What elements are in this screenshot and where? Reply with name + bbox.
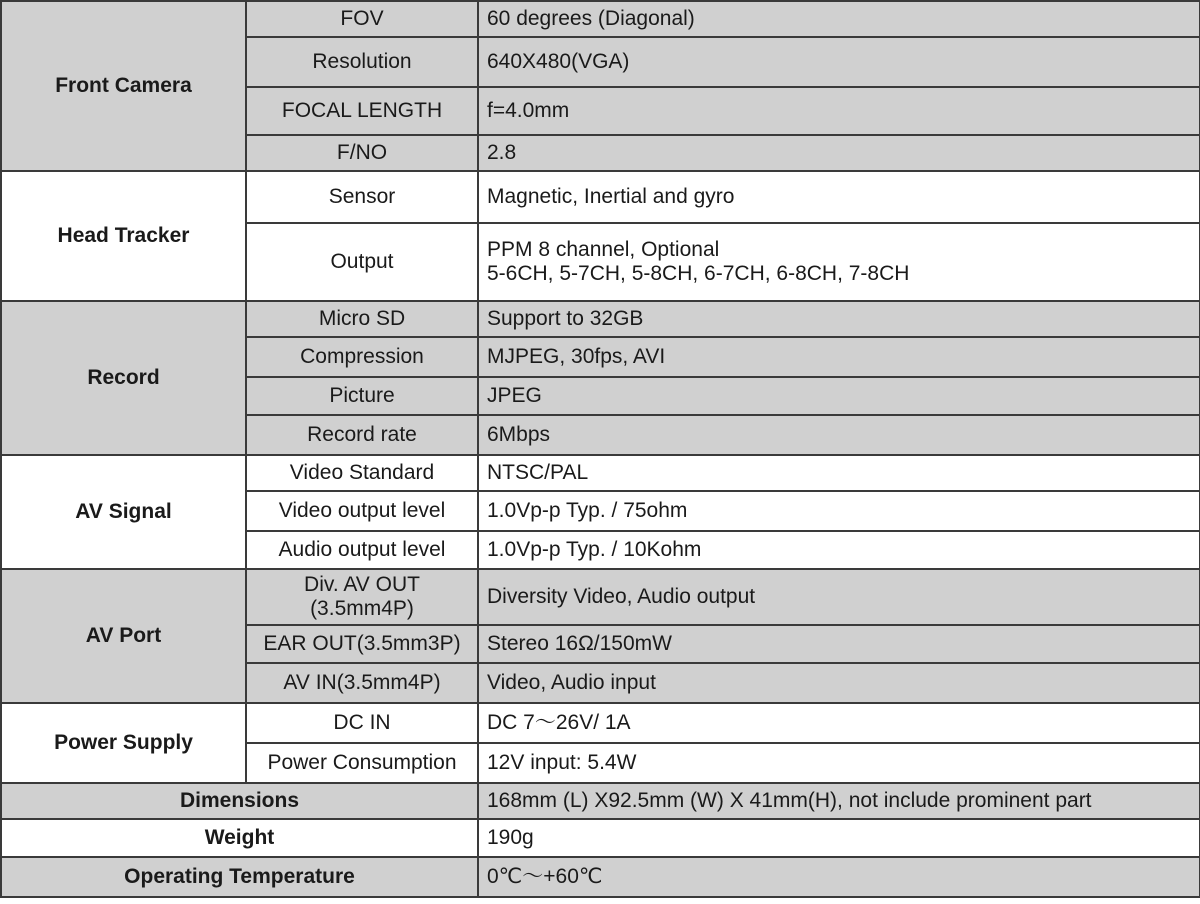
- spec-value: NTSC/PAL: [478, 455, 1200, 491]
- spec-label: F/NO: [246, 135, 478, 171]
- spec-label: FOV: [246, 1, 478, 37]
- table-row: [1, 857, 1200, 897]
- spec-label: Compression: [246, 337, 478, 377]
- spec-value: Support to 32GB: [478, 301, 1200, 337]
- spec-value: 2.8: [478, 135, 1200, 171]
- spec-label: Record rate: [246, 415, 478, 455]
- spec-value: Diversity Video, Audio output: [478, 569, 1200, 625]
- dimensions-label: Dimensions: [1, 783, 478, 819]
- category-power-supply: Power Supply: [1, 703, 246, 783]
- spec-value: PPM 8 channel, Optional 5-6CH, 5-7CH, 5-8CH, 6-7CH, 6-8CH, 7-8CH: [478, 223, 1200, 301]
- spec-label: Sensor: [246, 171, 478, 223]
- category-front-camera: Front Camera: [1, 1, 246, 171]
- operating-temperature-label: Operating Temperature: [1, 857, 478, 897]
- spec-label: Resolution: [246, 37, 478, 87]
- category-av-port: AV Port: [1, 569, 246, 703]
- spec-label: Output: [246, 223, 478, 301]
- table-row: [1, 819, 1200, 857]
- spec-label: Audio output level: [246, 531, 478, 569]
- weight-value: 190g: [478, 819, 1200, 857]
- dimensions-value: 168mm (L) X92.5mm (W) X 41mm(H), not include prominent part: [478, 783, 1200, 819]
- spec-label: Power Consumption: [246, 743, 478, 783]
- table-row: [1, 783, 1200, 819]
- spec-label: Video Standard: [246, 455, 478, 491]
- table-row: [1, 1, 1200, 37]
- operating-temperature-value: 0℃～+60℃: [478, 857, 1200, 897]
- table-row: [1, 569, 1200, 625]
- category-record: Record: [1, 301, 246, 455]
- spec-value: 1.0Vp-p Typ. / 75ohm: [478, 491, 1200, 531]
- spec-value: 1.0Vp-p Typ. / 10Kohm: [478, 531, 1200, 569]
- spec-label: EAR OUT(3.5mm3P): [246, 625, 478, 663]
- category-head-tracker: Head Tracker: [1, 171, 246, 301]
- weight-label: Weight: [1, 819, 478, 857]
- spec-label: Picture: [246, 377, 478, 415]
- spec-label: FOCAL LENGTH: [246, 87, 478, 135]
- spec-value: 640X480(VGA): [478, 37, 1200, 87]
- spec-label: Div. AV OUT (3.5mm4P): [246, 569, 478, 625]
- spec-value: Video, Audio input: [478, 663, 1200, 703]
- table-row: [1, 171, 1200, 223]
- spec-label: Micro SD: [246, 301, 478, 337]
- spec-label: DC IN: [246, 703, 478, 743]
- table-row: [1, 301, 1200, 337]
- spec-value: DC 7～26V/ 1A: [478, 703, 1200, 743]
- spec-value: 60 degrees (Diagonal): [478, 1, 1200, 37]
- spec-value: Stereo 16Ω/150mW: [478, 625, 1200, 663]
- spec-value: f=4.0mm: [478, 87, 1200, 135]
- spec-value: MJPEG, 30fps, AVI: [478, 337, 1200, 377]
- table-row: [1, 455, 1200, 491]
- spec-label: AV IN(3.5mm4P): [246, 663, 478, 703]
- category-av-signal: AV Signal: [1, 455, 246, 569]
- spec-value: 6Mbps: [478, 415, 1200, 455]
- spec-value: 12V input: 5.4W: [478, 743, 1200, 783]
- spec-value: JPEG: [478, 377, 1200, 415]
- spec-label: Video output level: [246, 491, 478, 531]
- spec-value: Magnetic, Inertial and gyro: [478, 171, 1200, 223]
- table-row: [1, 703, 1200, 743]
